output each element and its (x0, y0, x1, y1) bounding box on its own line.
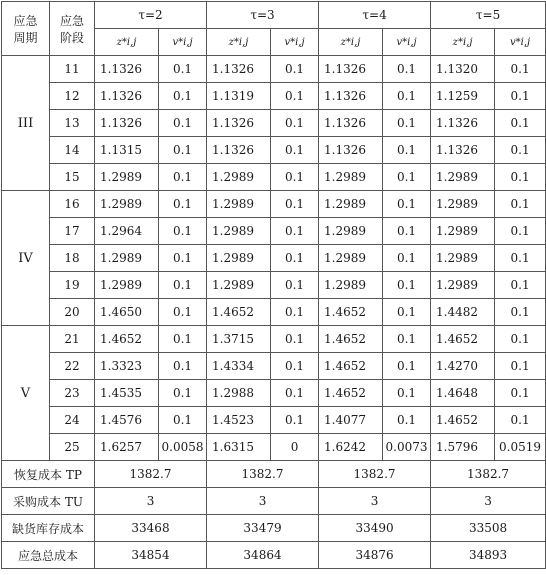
z-value-cell: 1.4652 (319, 353, 383, 380)
v-value-cell: 0.1 (495, 353, 546, 380)
z-value-cell: 1.4650 (95, 299, 159, 326)
stage-cell: 11 (50, 56, 95, 83)
v-value-cell: 0.1 (159, 110, 207, 137)
table-row (2, 434, 546, 461)
v-header: v*i,j (271, 29, 319, 56)
summary-value-cell: 34876 (319, 542, 431, 569)
table-row (2, 272, 546, 299)
z-value-cell: 1.2989 (95, 245, 159, 272)
z-value-cell: 1.2989 (207, 164, 271, 191)
v-value-cell: 0.1 (159, 407, 207, 434)
v-value-cell: 0.1 (383, 245, 431, 272)
v-value-cell: 0.1 (495, 83, 546, 110)
z-value-cell: 1.1319 (207, 83, 271, 110)
summary-value-cell: 33490 (319, 515, 431, 542)
v-value-cell: 0.1 (495, 299, 546, 326)
z-value-cell: 1.2989 (319, 218, 383, 245)
stage-cell: 16 (50, 191, 95, 218)
z-value-cell: 1.4652 (319, 326, 383, 353)
v-value-cell: 0.1 (159, 83, 207, 110)
v-value-cell: 0.1 (159, 245, 207, 272)
summary-label: 采购成本 TU (2, 488, 95, 515)
table-row (2, 245, 546, 272)
table-row (2, 218, 546, 245)
v-value-cell: 0.1 (271, 110, 319, 137)
z-value-cell: 1.6315 (207, 434, 271, 461)
table-row (2, 326, 546, 353)
v-value-cell: 0.1 (495, 164, 546, 191)
z-value-cell: 1.2989 (207, 245, 271, 272)
v-value-cell: 0.1 (159, 164, 207, 191)
table-row (2, 164, 546, 191)
table-row (2, 83, 546, 110)
z-value-cell: 1.4523 (207, 407, 271, 434)
stage-cell: 18 (50, 245, 95, 272)
summary-value-cell: 34854 (95, 542, 207, 569)
z-value-cell: 1.2989 (319, 164, 383, 191)
table-row (2, 353, 546, 380)
stage-cell: 13 (50, 110, 95, 137)
v-value-cell: 0.1 (271, 272, 319, 299)
v-value-cell: 0.1 (271, 380, 319, 407)
v-value-cell: 0.1 (495, 218, 546, 245)
summary-value-cell: 34893 (431, 542, 546, 569)
v-header: v*i,j (495, 29, 546, 56)
summary-value-cell: 3 (95, 488, 207, 515)
summary-value-cell: 34864 (207, 542, 319, 569)
header-period: 应急 周期 (2, 2, 50, 56)
z-value-cell: 1.4652 (95, 326, 159, 353)
table-row (2, 56, 546, 83)
z-header: z*i,j (95, 29, 159, 56)
table-row (2, 299, 546, 326)
v-value-cell: 0.1 (495, 326, 546, 353)
v-value-cell: 0 (271, 434, 319, 461)
v-value-cell: 0.1 (271, 191, 319, 218)
v-value-cell: 0.1 (159, 326, 207, 353)
summary-value-cell: 33468 (95, 515, 207, 542)
v-value-cell: 0.1 (159, 353, 207, 380)
z-value-cell: 1.4482 (431, 299, 495, 326)
z-value-cell: 1.4334 (207, 353, 271, 380)
z-value-cell: 1.2989 (431, 164, 495, 191)
v-value-cell: 0.1 (495, 245, 546, 272)
table-row (2, 380, 546, 407)
header-tau-4: τ=4 (319, 2, 431, 29)
summary-value-cell: 3 (207, 488, 319, 515)
stage-cell: 23 (50, 380, 95, 407)
summary-label: 应急总成本 (2, 542, 95, 569)
v-value-cell: 0.1 (383, 218, 431, 245)
z-value-cell: 1.2964 (95, 218, 159, 245)
z-value-cell: 1.2989 (95, 272, 159, 299)
stage-cell: 19 (50, 272, 95, 299)
v-value-cell: 0.1 (271, 164, 319, 191)
v-value-cell: 0.1 (383, 407, 431, 434)
v-value-cell: 0.0058 (159, 434, 207, 461)
v-value-cell: 0.1 (271, 137, 319, 164)
v-value-cell: 0.1 (383, 83, 431, 110)
stage-cell: 14 (50, 137, 95, 164)
v-value-cell: 0.1 (383, 164, 431, 191)
table-row (2, 191, 546, 218)
summary-row (2, 461, 546, 488)
stage-cell: 20 (50, 299, 95, 326)
z-value-cell: 1.2989 (207, 191, 271, 218)
summary-value-cell: 3 (431, 488, 546, 515)
v-value-cell: 0.0519 (495, 434, 546, 461)
summary-value-cell: 3 (319, 488, 431, 515)
z-value-cell: 1.1326 (319, 56, 383, 83)
period-label: V (2, 326, 50, 461)
v-value-cell: 0.1 (159, 272, 207, 299)
z-value-cell: 1.2989 (431, 191, 495, 218)
z-value-cell: 1.4652 (431, 326, 495, 353)
v-value-cell: 0.1 (159, 380, 207, 407)
v-value-cell: 0.1 (495, 272, 546, 299)
v-value-cell: 0.1 (383, 191, 431, 218)
v-value-cell: 0.1 (383, 56, 431, 83)
v-value-cell: 0.1 (383, 110, 431, 137)
stage-cell: 15 (50, 164, 95, 191)
z-value-cell: 1.2989 (207, 218, 271, 245)
z-value-cell: 1.6257 (95, 434, 159, 461)
stage-cell: 22 (50, 353, 95, 380)
summary-row (2, 542, 546, 569)
table-row (2, 137, 546, 164)
v-value-cell: 0.1 (495, 380, 546, 407)
v-value-cell: 0.1 (159, 299, 207, 326)
v-value-cell: 0.1 (495, 407, 546, 434)
v-value-cell: 0.1 (383, 353, 431, 380)
z-value-cell: 1.1326 (207, 110, 271, 137)
v-value-cell: 0.1 (383, 326, 431, 353)
v-value-cell: 0.0073 (383, 434, 431, 461)
v-value-cell: 0.1 (271, 299, 319, 326)
summary-label: 缺货库存成本 (2, 515, 95, 542)
z-value-cell: 1.4652 (319, 380, 383, 407)
header-tau-3: τ=3 (207, 2, 319, 29)
v-header: v*i,j (159, 29, 207, 56)
summary-value-cell: 1382.7 (319, 461, 431, 488)
v-value-cell: 0.1 (159, 191, 207, 218)
stage-cell: 12 (50, 83, 95, 110)
z-value-cell: 1.2989 (95, 164, 159, 191)
stage-cell: 24 (50, 407, 95, 434)
z-header: z*i,j (319, 29, 383, 56)
z-value-cell: 1.6242 (319, 434, 383, 461)
z-value-cell: 1.4535 (95, 380, 159, 407)
v-value-cell: 0.1 (271, 83, 319, 110)
z-value-cell: 1.1326 (95, 83, 159, 110)
v-value-cell: 0.1 (271, 326, 319, 353)
z-value-cell: 1.5796 (431, 434, 495, 461)
z-value-cell: 1.2989 (319, 245, 383, 272)
z-value-cell: 1.2988 (207, 380, 271, 407)
summary-row (2, 488, 546, 515)
z-value-cell: 1.2989 (431, 245, 495, 272)
z-value-cell: 1.2989 (431, 218, 495, 245)
summary-value-cell: 1382.7 (431, 461, 546, 488)
summary-value-cell: 1382.7 (95, 461, 207, 488)
v-value-cell: 0.1 (495, 110, 546, 137)
z-value-cell: 1.2989 (431, 272, 495, 299)
z-value-cell: 1.4077 (319, 407, 383, 434)
z-value-cell: 1.1326 (319, 137, 383, 164)
v-value-cell: 0.1 (271, 245, 319, 272)
z-value-cell: 1.4652 (207, 299, 271, 326)
summary-value-cell: 33508 (431, 515, 546, 542)
v-value-cell: 0.1 (383, 137, 431, 164)
period-label: III (2, 56, 50, 191)
z-value-cell: 1.2989 (207, 272, 271, 299)
v-value-cell: 0.1 (383, 272, 431, 299)
header-stage: 应急 阶段 (50, 2, 95, 56)
z-value-cell: 1.1326 (431, 137, 495, 164)
v-value-cell: 0.1 (159, 218, 207, 245)
z-value-cell: 1.4648 (431, 380, 495, 407)
v-value-cell: 0.1 (159, 56, 207, 83)
z-value-cell: 1.1326 (207, 56, 271, 83)
v-value-cell: 0.1 (495, 137, 546, 164)
v-value-cell: 0.1 (159, 137, 207, 164)
stage-cell: 17 (50, 218, 95, 245)
v-value-cell: 0.1 (383, 380, 431, 407)
header-tau-2: τ=2 (95, 2, 207, 29)
v-value-cell: 0.1 (271, 218, 319, 245)
v-value-cell: 0.1 (495, 191, 546, 218)
z-value-cell: 1.4652 (319, 299, 383, 326)
z-header: z*i,j (431, 29, 495, 56)
table-row (2, 110, 546, 137)
v-value-cell: 0.1 (271, 353, 319, 380)
stage-cell: 21 (50, 326, 95, 353)
z-value-cell: 1.3323 (95, 353, 159, 380)
z-value-cell: 1.4652 (431, 407, 495, 434)
z-value-cell: 1.4576 (95, 407, 159, 434)
z-value-cell: 1.1315 (95, 137, 159, 164)
v-value-cell: 0.1 (383, 299, 431, 326)
z-value-cell: 1.1326 (431, 110, 495, 137)
results-table (1, 1, 546, 569)
v-value-cell: 0.1 (271, 407, 319, 434)
header-tau-5: τ=5 (431, 2, 546, 29)
z-value-cell: 1.1326 (319, 83, 383, 110)
z-value-cell: 1.4270 (431, 353, 495, 380)
v-value-cell: 0.1 (495, 56, 546, 83)
z-value-cell: 1.3715 (207, 326, 271, 353)
z-value-cell: 1.2989 (319, 272, 383, 299)
z-value-cell: 1.1326 (95, 110, 159, 137)
z-value-cell: 1.1320 (431, 56, 495, 83)
summary-value-cell: 33479 (207, 515, 319, 542)
z-value-cell: 1.2989 (319, 191, 383, 218)
summary-row (2, 515, 546, 542)
v-header: v*i,j (383, 29, 431, 56)
stage-cell: 25 (50, 434, 95, 461)
table-row (2, 407, 546, 434)
z-value-cell: 1.1259 (431, 83, 495, 110)
z-header: z*i,j (207, 29, 271, 56)
period-label: IV (2, 191, 50, 326)
summary-value-cell: 1382.7 (207, 461, 319, 488)
z-value-cell: 1.1326 (319, 110, 383, 137)
z-value-cell: 1.1326 (207, 137, 271, 164)
summary-label: 恢复成本 TP (2, 461, 95, 488)
v-value-cell: 0.1 (271, 56, 319, 83)
z-value-cell: 1.1326 (95, 56, 159, 83)
z-value-cell: 1.2989 (95, 191, 159, 218)
